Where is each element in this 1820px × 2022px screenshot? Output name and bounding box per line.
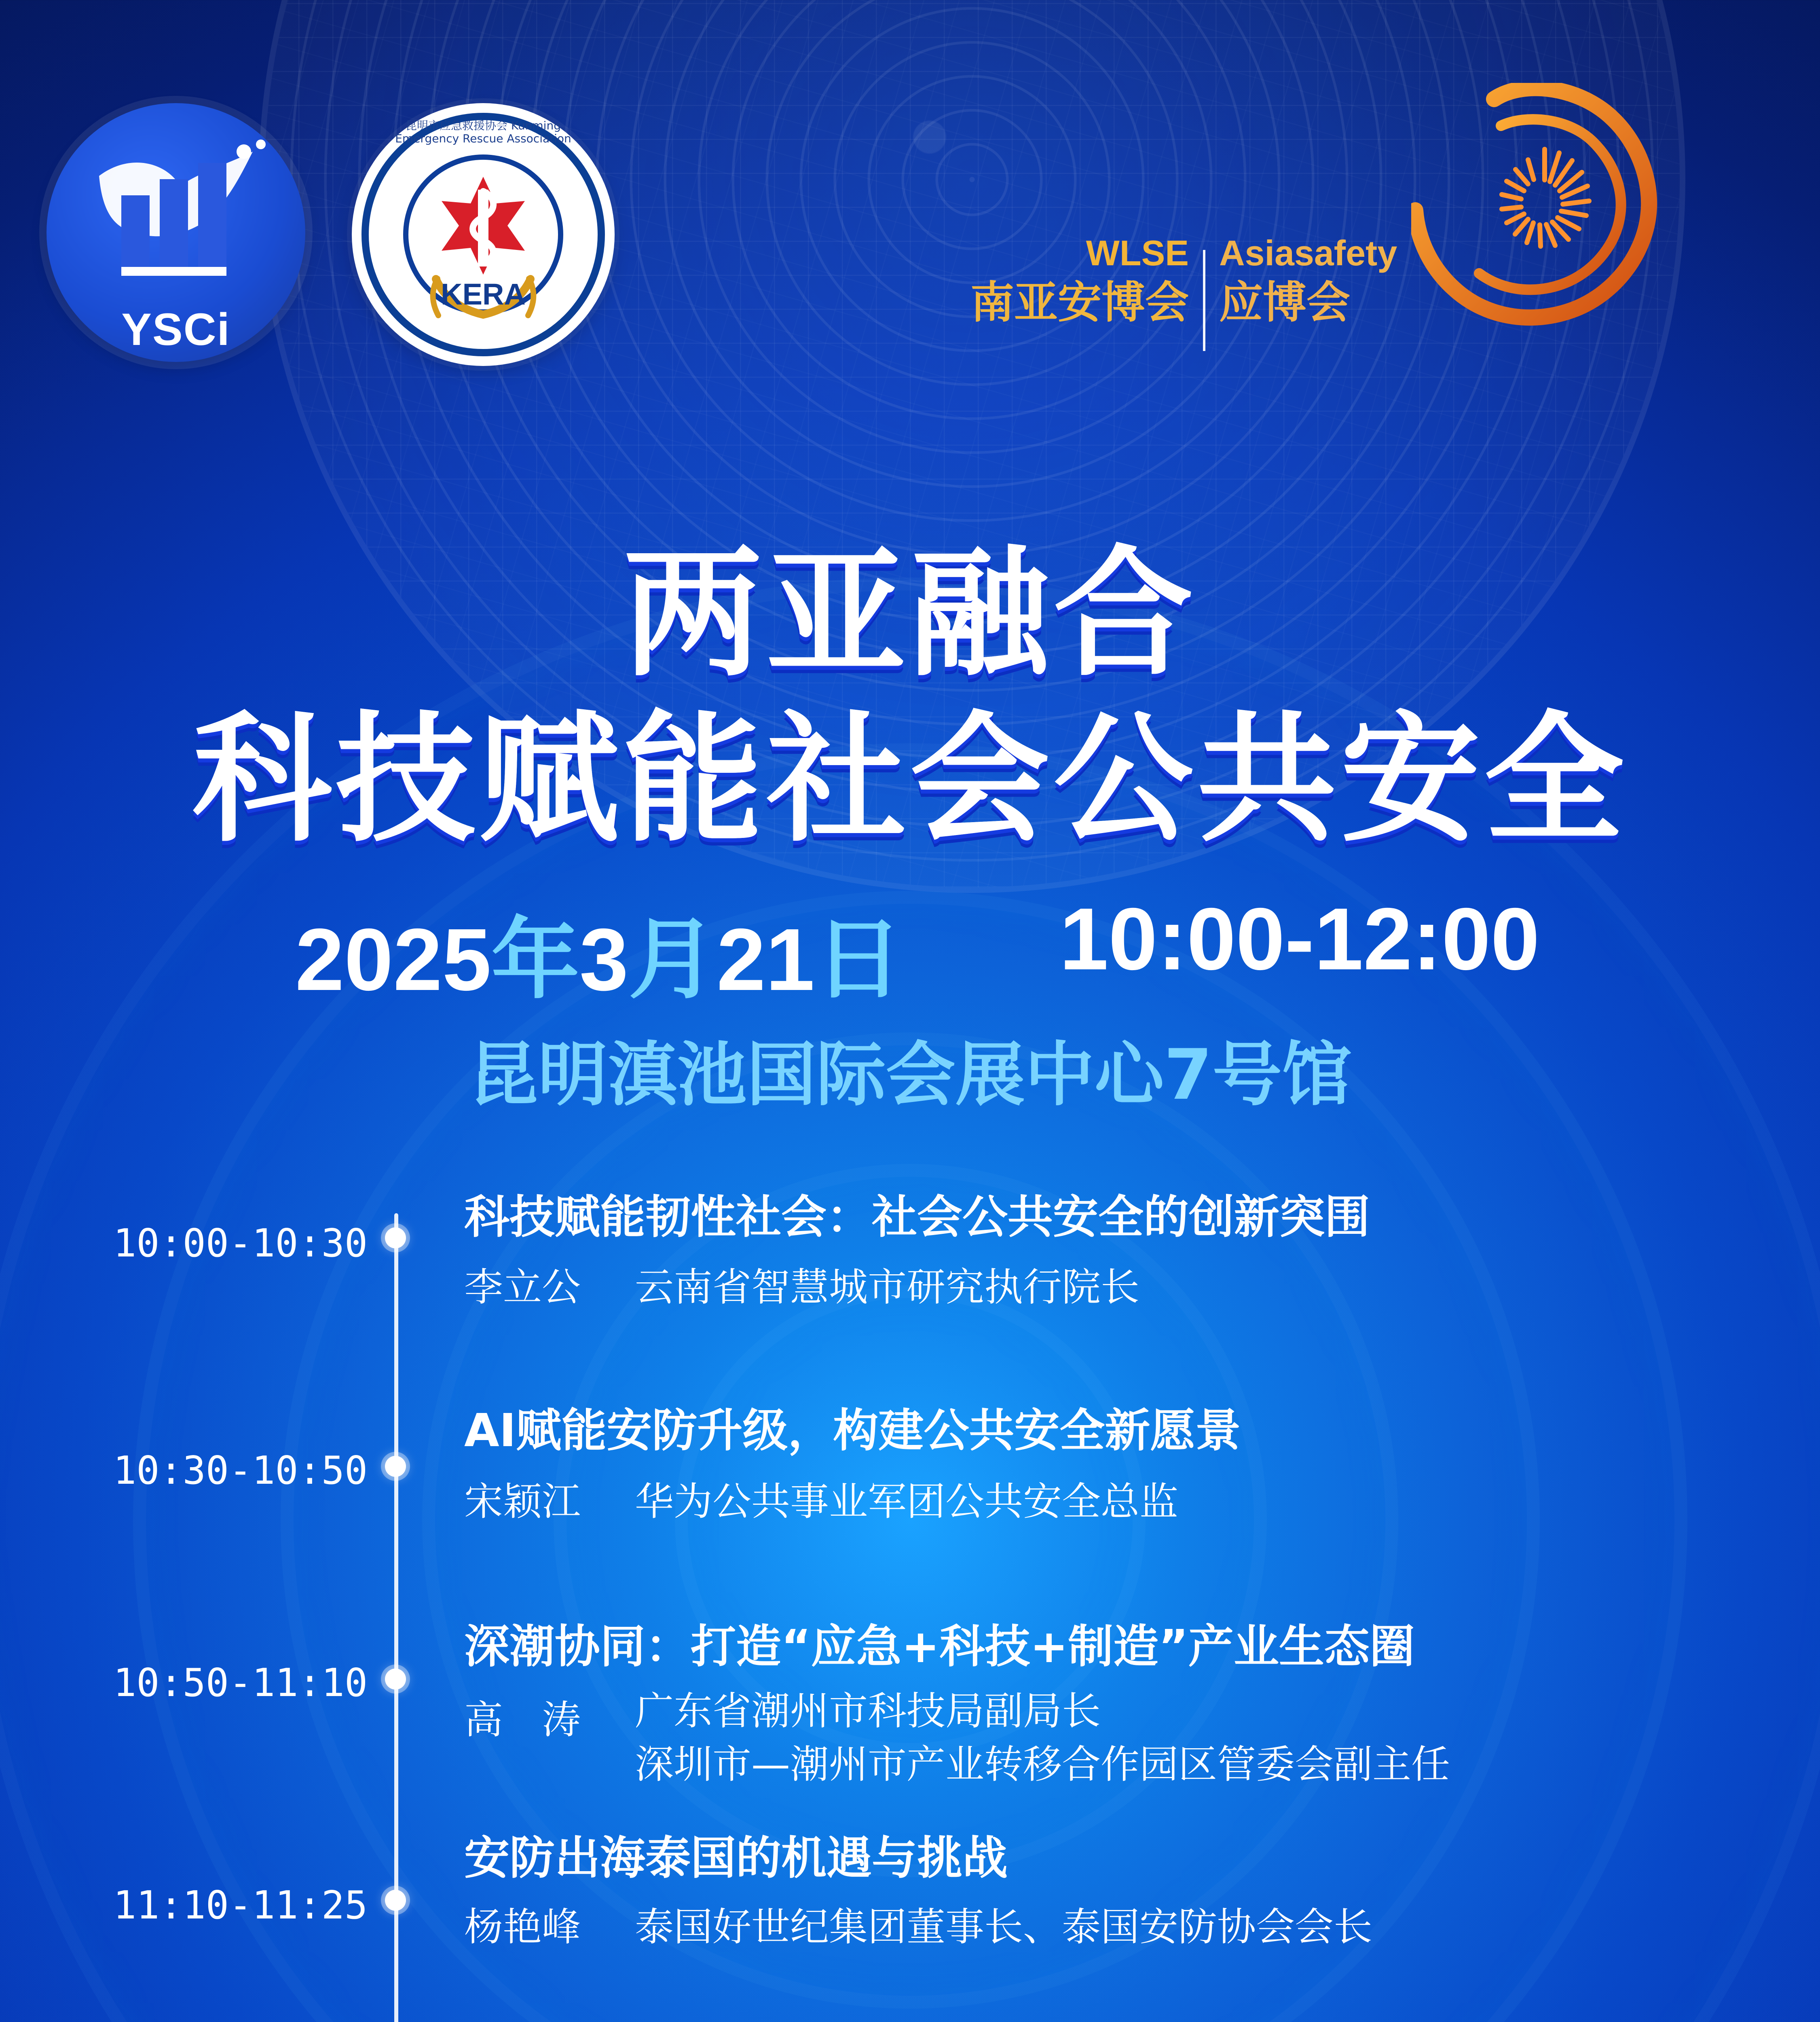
agenda-title: 深潮协同：打造“应急+科技+制造”产业生态圈: [464, 1622, 1677, 1671]
asiasafety-cn: 应博会: [1219, 281, 1482, 325]
agenda-speaker-name: 宋颖江: [464, 1479, 626, 1524]
agenda-speaker-role: 广东省潮州市科技局副局长: [635, 1689, 1646, 1733]
agenda-time: 10:00-10:30: [113, 1225, 372, 1263]
wlse-cn: 南亚安博会: [956, 281, 1189, 325]
agenda-time: 10:50-11:10: [113, 1664, 372, 1703]
event-venue: 昆明滇池国际会展中心7号馆: [0, 1019, 1820, 1119]
agenda-speaker-name: 李立公: [464, 1265, 626, 1309]
headline-line-2: 科技赋能社会公共安全: [0, 667, 1820, 868]
agenda-title: 科技赋能韧性社会：社会公共安全的创新突围: [464, 1193, 1677, 1242]
asiasafety-en: Asiasafety: [1219, 235, 1482, 272]
agenda-speaker-role: 云南省智慧城市研究执行院长: [635, 1265, 1646, 1309]
event-time: 10:00-12:00: [1059, 889, 1540, 990]
event-date-year-cn: 年: [491, 909, 579, 1011]
event-date-month-cn: 月: [628, 909, 717, 1011]
agenda-speaker-name: 杨艳峰: [464, 1905, 626, 1949]
agenda-speaker-role-secondary: 深圳市—潮州市产业转移合作园区管委会副主任: [635, 1742, 1646, 1787]
headline-line-1: 两亚融合: [0, 501, 1820, 702]
event-date-day: 21: [717, 911, 814, 1009]
agenda-title: 安防出海泰国的机遇与挑战: [464, 1834, 1677, 1883]
agenda-time: 10:30-10:50: [113, 1452, 372, 1490]
event-date-year: 2025: [295, 911, 491, 1009]
ysci-text: YSCi: [121, 303, 230, 355]
wlse-en: WLSE: [956, 235, 1189, 272]
agenda-time: 11:10-11:25: [113, 1887, 372, 1925]
agenda-speaker-name: 高 涛: [464, 1698, 626, 1742]
agenda-speaker-role: 华为公共事业军团公共安全总监: [635, 1479, 1646, 1524]
kera-ring-text: 昆明市应急救援协会 Kunming Emergency Rescue Association: [384, 119, 582, 145]
event-date-day-cn: 日: [815, 909, 903, 1011]
agenda-speaker-role: 泰国好世纪集团董事长、泰国安防协会会长: [635, 1905, 1646, 1949]
event-date-month: 3: [579, 911, 628, 1009]
agenda-title: AI赋能安防升级，构建公共安全新愿景: [464, 1407, 1677, 1455]
kera-text: KERA: [352, 277, 615, 311]
